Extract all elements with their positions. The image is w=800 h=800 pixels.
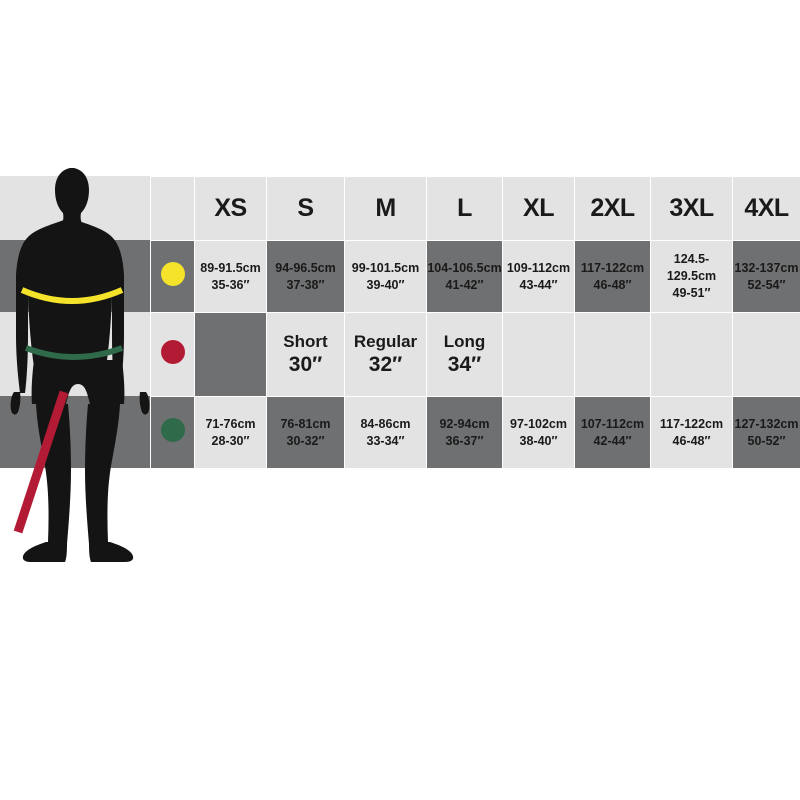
leg-length-marker-dot [161,340,185,364]
column-header-xs: XS [195,177,267,241]
cell-waist-xl [503,397,575,469]
waist-4xl-inch: 50-52″ [747,433,786,448]
table-row-chest [151,241,800,313]
waist-s-inch: 30-32″ [286,433,325,448]
waist-m-cm: 84-86cm [360,416,411,431]
male-silhouette [0,160,160,580]
cell-waist-s [267,397,345,469]
cell-leg-xs [195,313,267,397]
cell-leg-m [345,313,427,397]
chest-4xl-inch: 52-54″ [747,277,786,292]
table-header-row [151,177,800,241]
leg-s-num: 30″ [288,353,323,376]
table-row-waist [151,397,800,469]
waist-l-inch: 36-37″ [445,433,484,448]
cell-chest-xs [195,241,267,313]
cell-waist-xs [195,397,267,469]
waist-s-cm: 76-81cm [280,416,331,431]
chest-xs-cm: 89-91.5cm [200,260,261,275]
cell-waist-2xl [575,397,651,469]
chest-s-inch: 37-38″ [286,277,325,292]
cell-waist-3xl [651,397,733,469]
chest-m-cm: 99-101.5cm [351,260,420,275]
chest-4xl-cm: 132-137cm [734,260,799,275]
cell-chest-4xl [733,241,800,313]
table-row-leg-length [151,313,800,397]
leg-l-num: 34″ [447,353,482,376]
leg-m-num: 32″ [368,353,403,376]
cell-waist-4xl [733,397,800,469]
column-header-2xl: 2XL [575,177,651,241]
chest-2xl-cm: 117-122cm [580,260,645,275]
waist-marker-dot [161,418,185,442]
waist-m-inch: 33-34″ [366,433,405,448]
leg-s-name: Short [283,331,328,351]
chest-2xl-inch: 46-48″ [593,277,632,292]
waist-xs-inch: 28-30″ [211,433,250,448]
cell-waist-m [345,397,427,469]
column-header-xl: XL [503,177,575,241]
cell-leg-4xl [733,313,800,397]
waist-3xl-cm: 117-122cm [659,416,724,431]
chest-xl-cm: 109-112cm [506,260,571,275]
chest-l-inch: 41-42″ [445,277,484,292]
column-header-4xl: 4XL [733,177,800,241]
column-header-3xl: 3XL [651,177,733,241]
cell-waist-l [427,397,503,469]
column-header-s: S [267,177,345,241]
chest-3xl-inch: 49-51″ [672,285,711,300]
cell-chest-2xl [575,241,651,313]
leg-l-name: Long [443,331,486,351]
column-header-m: M [345,177,427,241]
waist-3xl-inch: 46-48″ [672,433,711,448]
chest-xs-inch: 35-36″ [211,277,250,292]
waist-xl-inch: 38-40″ [519,433,558,448]
cell-leg-xl [503,313,575,397]
waist-2xl-cm: 107-112cm [580,416,645,431]
cell-chest-3xl [651,241,733,313]
chest-m-inch: 39-40″ [366,277,405,292]
chest-xl-inch: 43-44″ [519,277,558,292]
waist-l-cm: 92-94cm [439,416,490,431]
chest-marker-dot [161,262,185,286]
row-marker-leg-length [151,313,195,397]
chest-3xl-cm: 124.5-129.5cm [666,252,717,284]
row-marker-waist [151,397,195,469]
cell-chest-xl [503,241,575,313]
cell-leg-2xl [575,313,651,397]
size-chart-table [150,176,800,469]
row-marker-chest [151,241,195,313]
column-header-l: L [427,177,503,241]
cell-chest-s [267,241,345,313]
cell-leg-3xl [651,313,733,397]
chest-l-cm: 104-106.5cm [427,260,502,275]
waist-xs-cm: 71-76cm [205,416,256,431]
waist-4xl-cm: 127-132cm [734,416,799,431]
chest-s-cm: 94-96.5cm [275,260,336,275]
cell-chest-l [427,241,503,313]
leg-m-name: Regular [353,331,418,351]
cell-leg-l [427,313,503,397]
waist-xl-cm: 97-102cm [510,416,567,431]
header-corner-cell [151,177,195,241]
waist-2xl-inch: 42-44″ [593,433,632,448]
cell-leg-s [267,313,345,397]
cell-chest-m [345,241,427,313]
